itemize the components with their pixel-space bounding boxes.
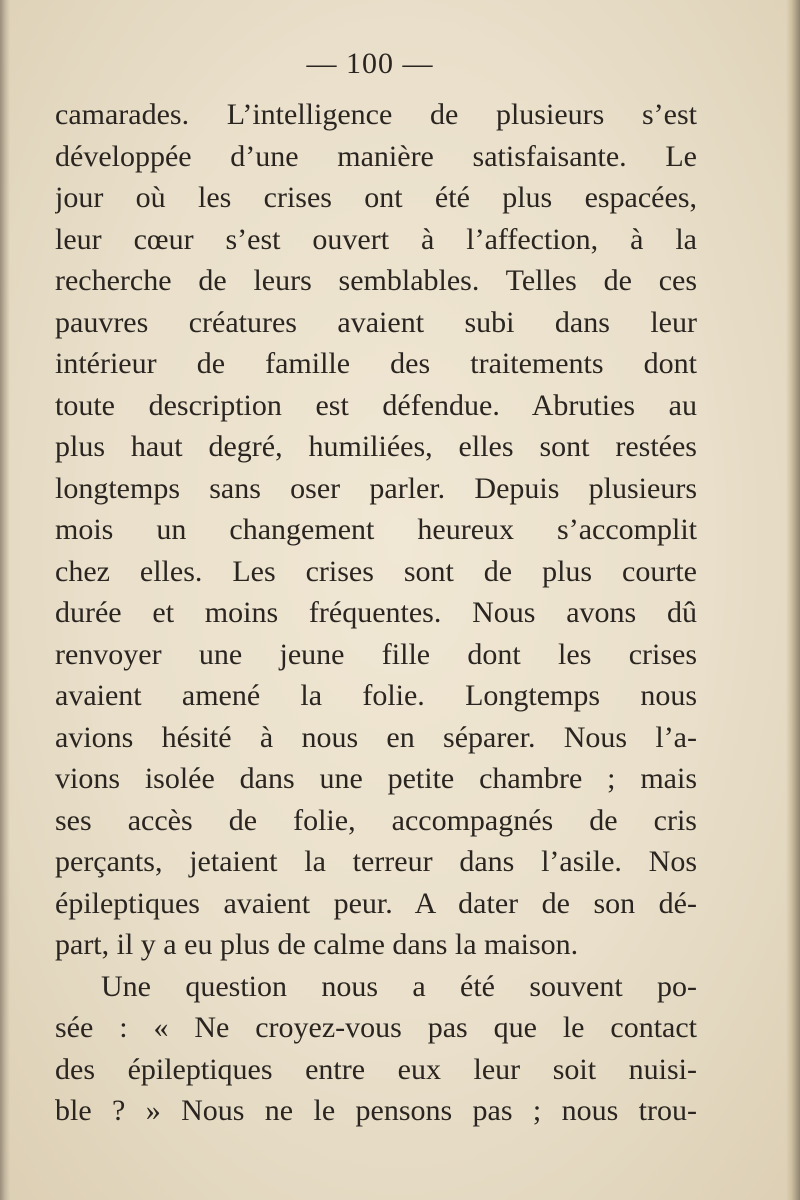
text-line: recherche de leurs semblables. Telles de ces — [55, 264, 697, 297]
text-line: renvoyer une jeune fille dont les crises — [55, 637, 697, 671]
page-left-edge — [0, 0, 10, 1200]
text-line: Une question nous a été souvent po- — [101, 969, 697, 1003]
text-line: mois un changement heureux s’accomplit — [55, 513, 697, 546]
text-line: part, il y a eu plus de calme dans la maison. — [55, 928, 579, 961]
text-line: sée : « Ne croyez-vous pas que le contact — [55, 1011, 697, 1044]
text-line: leur cœur s’est ouvert à l’affection, à la — [55, 222, 697, 256]
text-line: avions hésité à nous en séparer. Nous l’a- — [55, 720, 697, 754]
text-line: des épileptiques entre eux leur soit nuisi- — [55, 1052, 697, 1086]
text-line: longtemps sans oser parler. Depuis plusieurs — [55, 471, 697, 505]
text-line: vions isolée dans une petite chambre ; mais — [55, 762, 697, 795]
text-line: pauvres créatures avaient subi dans leur — [55, 305, 697, 339]
text-line: ble ? » Nous ne le pensons pas ; nous trou- — [55, 1094, 697, 1127]
page-number: — 100 — — [306, 47, 434, 80]
text-line: ses accès de folie, accompagnés de cris — [55, 803, 697, 837]
page-right-edge — [786, 0, 800, 1200]
page-body-text — [55, 94, 697, 1132]
text-line: toute description est défendue. Abruties au — [55, 388, 697, 422]
text-line: plus haut degré, humiliées, elles sont restées — [55, 430, 697, 463]
text-line: perçants, jetaient la terreur dans l’asile. Nos — [55, 845, 697, 878]
text-line: chez elles. Les crises sont de plus courte — [55, 554, 697, 588]
text-line: développée d’une manière satisfaisante. Le — [55, 139, 697, 173]
text-line: épileptiques avaient peur. A dater de son dé- — [55, 886, 697, 920]
text-line: jour où les crises ont été plus espacées, — [55, 181, 697, 214]
text-line: avaient amené la folie. Longtemps nous — [55, 679, 697, 712]
text-line: durée et moins fréquentes. Nous avons dû — [55, 596, 697, 629]
text-line: camarades. L’intelligence de plusieurs s’est — [55, 98, 697, 131]
text-line: intérieur de famille des traitements dont — [55, 347, 697, 380]
